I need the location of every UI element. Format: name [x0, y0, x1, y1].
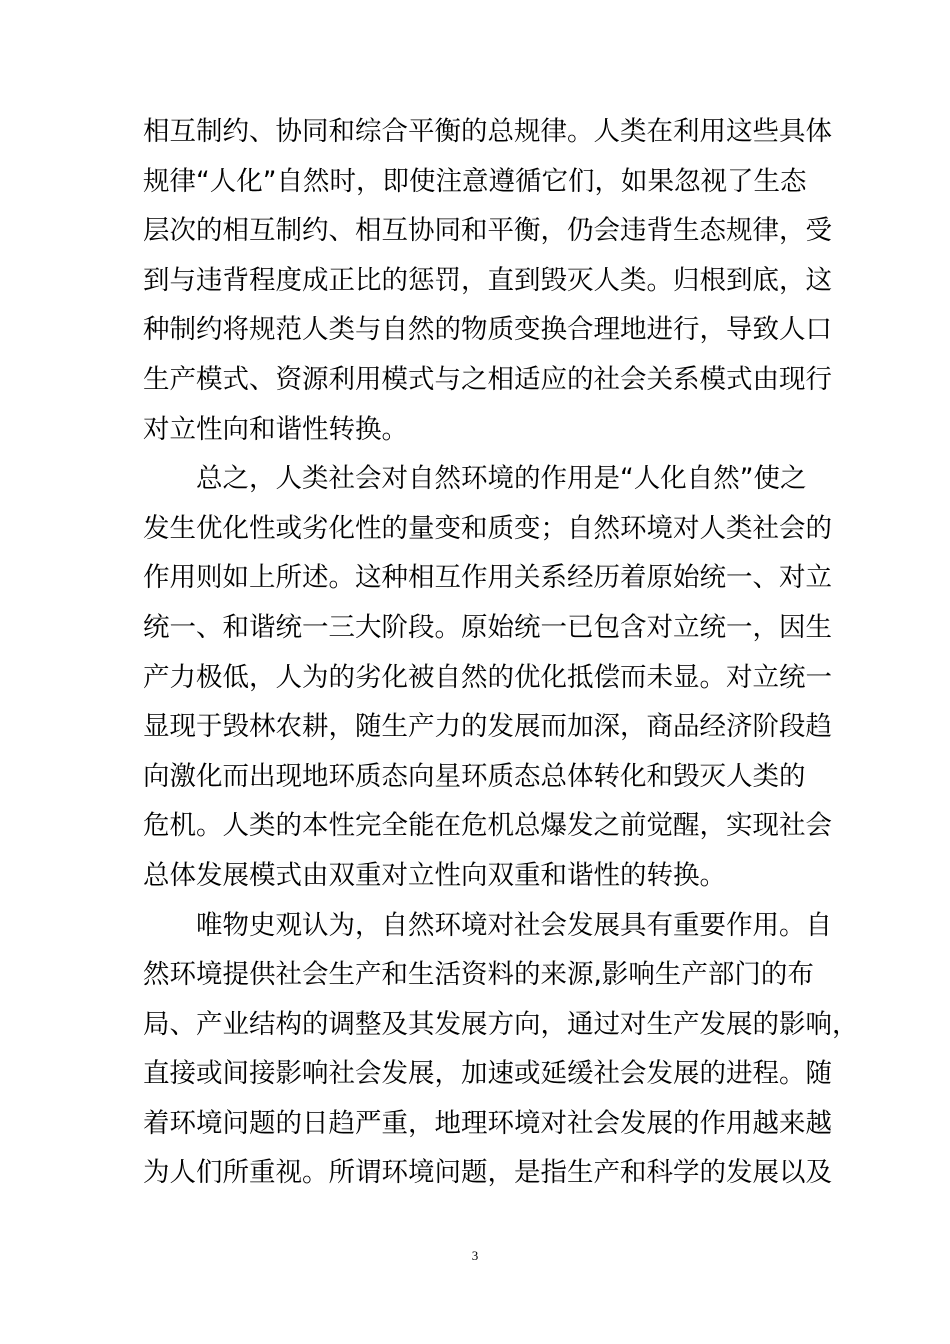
text-line: 对立性向和谐性转换。	[143, 413, 408, 445]
text-line: 着环境问题的日趋严重，地理环境对社会发展的作用越来越	[143, 1107, 832, 1139]
text-line: 局、产业结构的调整及其发展方向，通过对生产发展的影响，	[143, 1008, 859, 1040]
text-line: 危机。人类的本性完全能在危机总爆发之前觉醒，实现社会	[143, 810, 832, 842]
text-line: 直接或间接影响社会发展，加速或延缓社会发展的进程。随	[143, 1058, 832, 1090]
text-line: 层次的相互制约、相互协同和平衡，仍会违背生态规律，受	[143, 215, 832, 247]
text-line: 总之，人类社会对自然环境的作用是“人化自然”使之	[196, 463, 807, 495]
text-line: 总体发展模式由双重对立性向双重和谐性的转换。	[143, 859, 726, 891]
text-line: 然环境提供社会生产和生活资料的来源,影响生产部门的布	[143, 959, 814, 991]
text-line: 为人们所重视。所谓环境问题，是指生产和科学的发展以及	[143, 1157, 832, 1189]
text-line: 种制约将规范人类与自然的物质变换合理地进行，导致人口	[143, 314, 832, 346]
paragraph-3	[143, 901, 859, 1199]
page-number: 3	[471, 1248, 479, 1263]
text-line: 统一、和谐统一三大阶段。原始统一已包含对立统一，因生	[143, 611, 832, 643]
text-line: 生产模式、资源利用模式与之相适应的社会关系模式由现行	[143, 363, 832, 395]
text-line: 作用则如上所述。这种相互作用关系经历着原始统一、对立	[143, 562, 832, 594]
body-text	[143, 107, 859, 1198]
text-line: 产力极低，人为的劣化被自然的优化抵偿而未显。对立统一	[143, 661, 832, 693]
text-line: 显现于毁林农耕，随生产力的发展而加深，商品经济阶段趋	[143, 711, 832, 743]
text-line: 发生优化性或劣化性的量变和质变；自然环境对人类社会的	[143, 512, 832, 544]
text-line: 向激化而出现地环质态向星环质态总体转化和毁灭人类的	[143, 760, 806, 792]
text-line: 相互制约、协同和综合平衡的总规律。人类在利用这些具体	[143, 116, 832, 147]
paragraph-2	[143, 454, 843, 900]
text-line: 规律“人化”自然时，即使注意遵循它们，如果忽视了生态	[143, 165, 807, 197]
text-line: 到与违背程度成正比的惩罚，直到毁灭人类。归根到底，这	[143, 264, 832, 296]
text-line: 唯物史观认为，自然环境对社会发展具有重要作用。自	[196, 909, 832, 941]
paragraph-1	[143, 107, 843, 454]
